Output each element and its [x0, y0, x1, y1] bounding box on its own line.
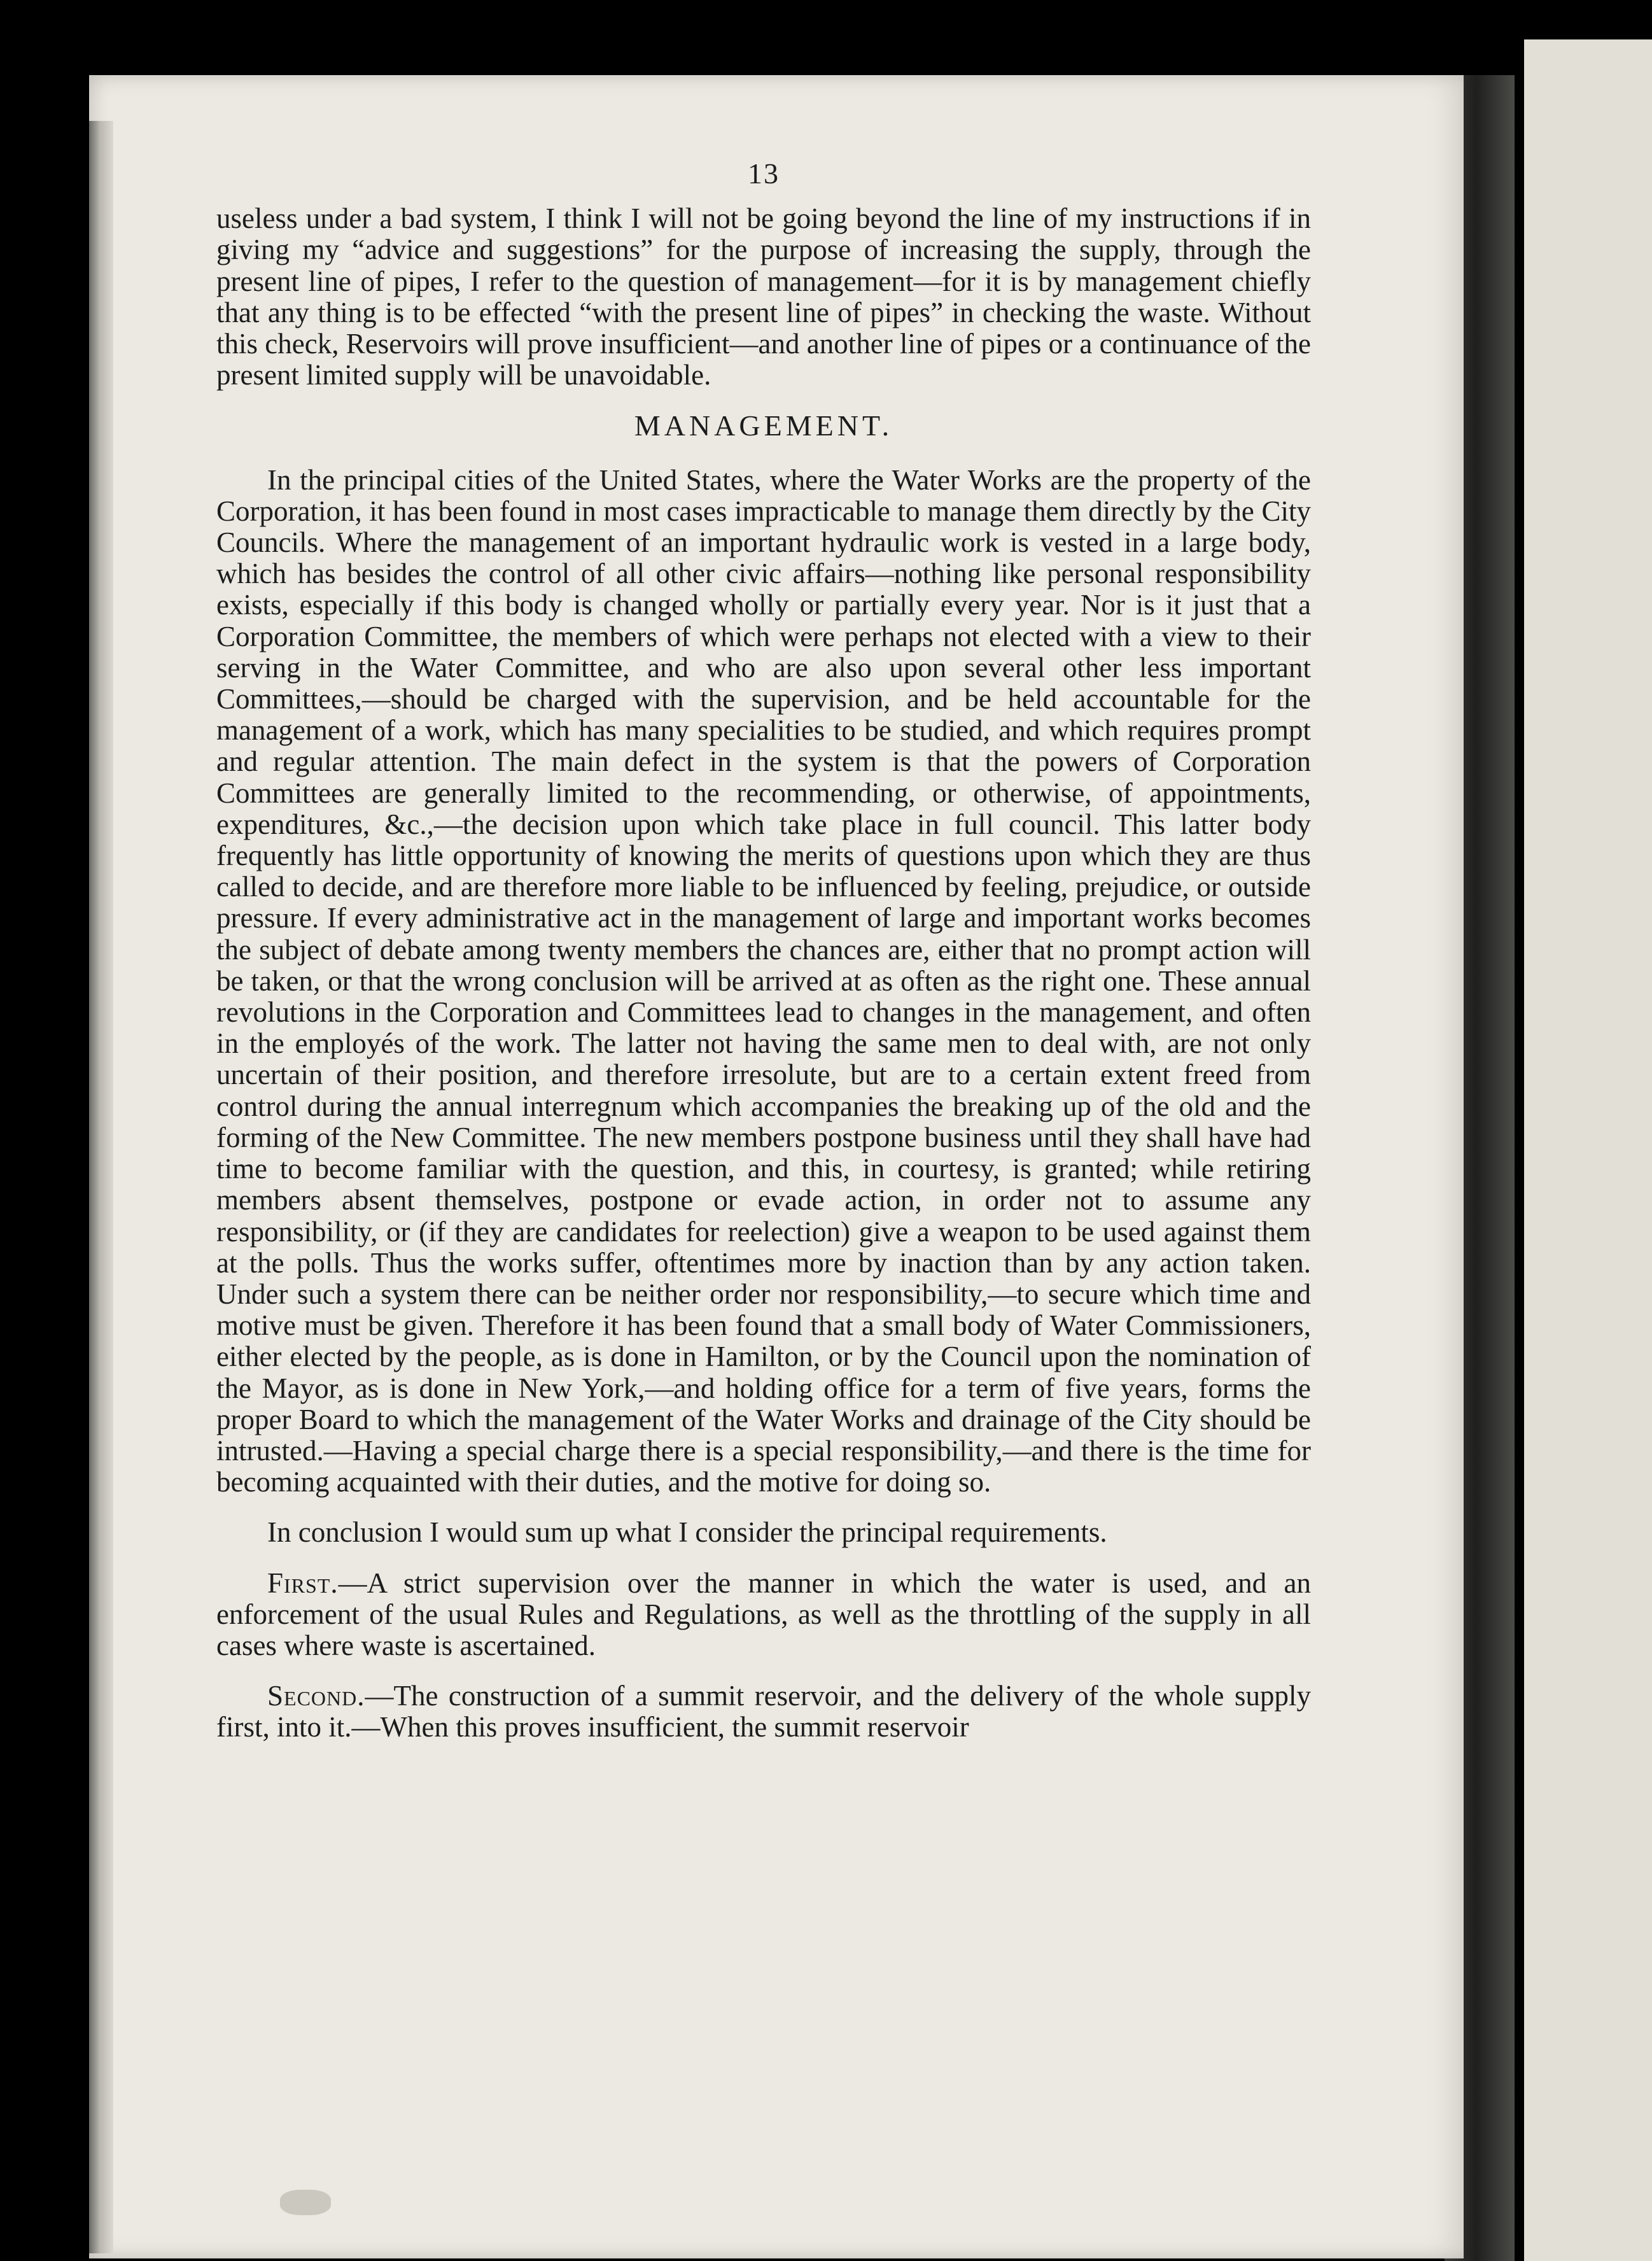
conclusion-paragraph: In conclusion I would sum up what I consider the principal requirements. [267, 1516, 1107, 1549]
first-text: —A strict supervision over the manner in which the water is used, and an enforcement of the usual Rules and Regulations, as well as the throttling of the supply in all cases where waste is ascertained. [216, 1567, 1311, 1661]
paper-blemish [280, 2190, 331, 2215]
second-text: —The construction of a summit reservoir, and the delivery of the whole supply first, into it.—When this proves insufficient, the summit reservoir [216, 1680, 1311, 1743]
page-number: 13 [748, 157, 780, 190]
page-text [216, 158, 1311, 1743]
second-requirement [216, 1680, 1311, 1743]
section-heading: MANAGEMENT. [634, 409, 893, 442]
page-edge [89, 121, 113, 2253]
first-requirement [216, 1568, 1311, 1662]
adjacent-page [1524, 39, 1652, 2261]
intro-paragraph: useless under a bad system, I think I will not be going beyond the line of my instructions if in giving my “advice and suggestions” for the purpose of increasing the supply, through the present line of pipes, I refer to the question of management—for it is by management chiefly that any thing is to be effected “with the present line of pipes” in checking the waste. Without this check, Reservoirs will prove insufficient—and another line of pipes or a continuance of the present limited supply will be unavoidable. [216, 202, 1311, 391]
first-label: First. [267, 1567, 339, 1599]
second-label: Second. [267, 1680, 365, 1712]
management-paragraph: In the principal cities of the United States, where the Water Works are the property of the Corporation, it has been found in most cases impracticable to manage them directly by the City Councils. Where the management of an important hydraulic work is vested in a large body, which has besides the control of all other civic affairs—nothing like personal responsibility exists, especially if this body is changed wholly or partially every year. Nor is it just that a Corporation Committee, the members of which were perhaps not elected with a view to their serving in the Water Committee, and who are also upon several other less important Committees,—should be charged with the supervision, and be held accountable for the management of a work, which has many specialities to be studied, and which requires prompt and regular attention. The main defect in the system is that the powers of Corporation Committees are generally limited to the recommending, or otherwise, of appointments, expenditures, &c.,—the decision upon which take place in full council. This latter body frequently has little opportunity of knowing the merits of questions upon which they are thus called to decide, and are therefore more liable to be influenced by feeling, prejudice, or outside pressure. If every administrative act in the management of large and important works becomes the subject of debate among twenty members the chances are, either that no prompt action will be taken, or that the wrong conclusion will be arrived at as often as the right one. These annual revolutions in the Corporation and Committees lead to changes in the management, and often in the employés of the work. The latter not having the same men to deal with, are not only uncertain of their position, and therefore irresolute, but are to a certain extent freed from control during the annual interregnum which accompanies the breaking up of the old and the forming of the New Committee. The new members postpone business until they shall have had time to become familiar with the question, and this, in courtesy, is granted; while retiring members absent themselves, postpone or evade action, in order not to assume any responsibility, or (if they are candidates for reelection) give a weapon to be used against them at the polls. Thus the works suffer, oftentimes more by inaction than by any action taken. Under such a system there can be neither order nor responsibility,—to secure which time and motive must be given. Therefore it has been found that a small body of Water Commissioners, either elected by the people, as is done in Hamilton, or by the Council upon the nomination of the Mayor, as is done in New York,—and holding office for a term of five years, forms the proper Board to which the management of the Water Works and drainage of the City should be intrusted.—Having a special charge there is a special responsibility,—and there is the time for becoming acquainted with their duties, and the motive for doing so. [216, 463, 1311, 1498]
